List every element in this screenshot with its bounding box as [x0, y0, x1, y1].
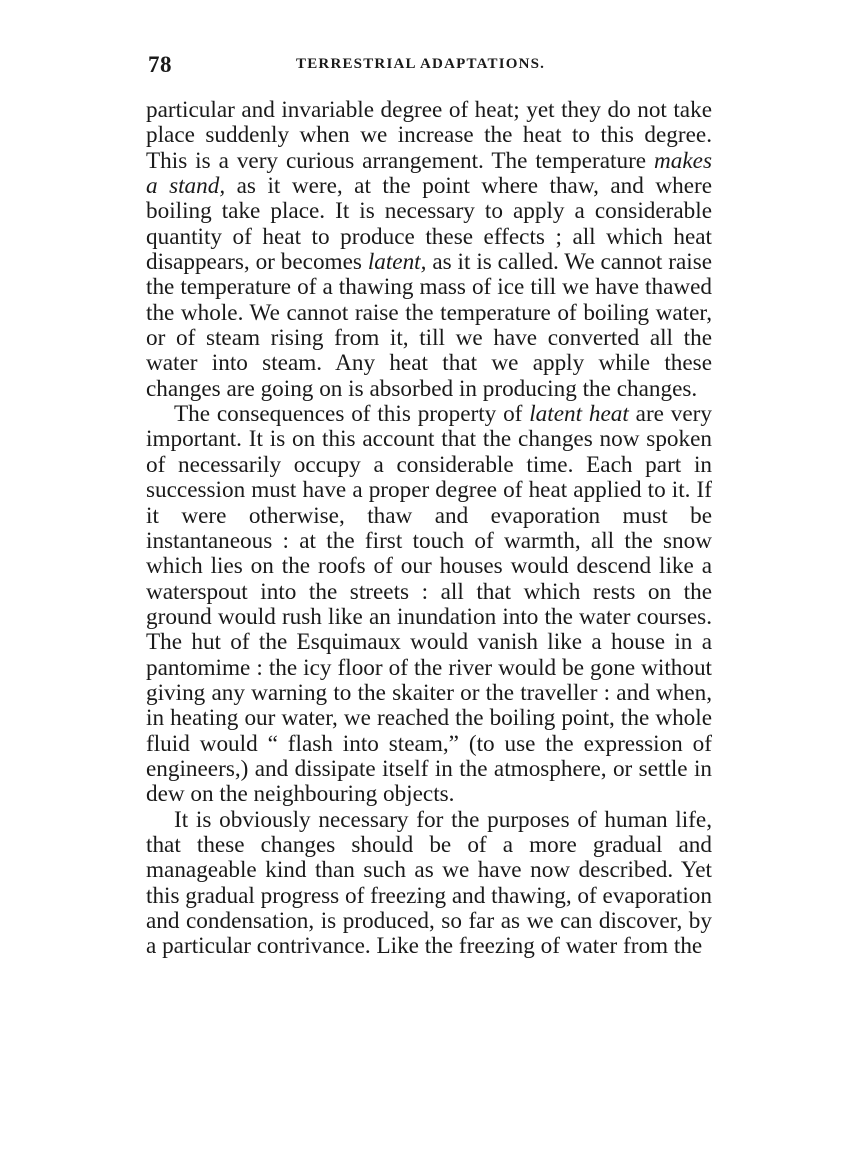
body-text — [146, 98, 712, 960]
text-run: particular and invariable degree of heat; yet they do not take place suddenly when we increase the heat to this degree. This is a very curious arrangement. The temperature — [146, 97, 712, 174]
paragraph-2 — [146, 402, 712, 808]
book-page — [146, 52, 712, 960]
italic-text: makes a stand, — [146, 147, 712, 200]
paragraph-1 — [146, 98, 712, 402]
text-run: are very important. It is on this account that the changes now spoken of necessarily occupy a considerable time. Each part in succession must have a proper degree of heat applied to it. If it were otherwise, thaw and evaporation must be instantaneous : at the first touch of warmth, all the snow which lies on the roofs of our houses would descend like a waterspout into the streets : all that which rests on the ground would rush like an inundation into the water courses. The hut of the Esquimaux would vanish like a house in a pantomime : the icy floor of the river would be gone without giving any warning to the skaiter or the traveller : and when, in heating our water, we reached the boiling point, the whole fluid would “ flash into steam,” (to use the expression of engineers,) and dissipate itself in the atmosphere, or settle in dew on the neighbouring objects. — [146, 401, 712, 808]
text-run: It is obviously necessary for the purposes of human life, that these changes should be of a more gradual and manageable kind than such as we have now described. Yet this gradual progress of freezing and thawing, of evaporation and condensation, is produced, so far as we can discover, by a particular contrivance. Like the freezing of water from the — [146, 806, 712, 960]
text-run: The consequences of this property of — [174, 401, 530, 428]
italic-text: latent heat — [529, 401, 629, 428]
running-head — [146, 52, 712, 82]
italic-text: latent, — [367, 249, 427, 276]
page-number: 78 — [148, 52, 172, 77]
running-title: TERRESTRIAL ADAPTATIONS. — [296, 56, 546, 72]
text-run: as it is called. We cannot raise the temperature of a thawing mass of ice till we have thawed the whole. We cannot raise the temperature of boiling water, or of steam rising from it, till we have converted all the water into steam. Any heat that we apply while these changes are going on is absorbed in producing the changes. — [146, 249, 713, 402]
paragraph-3 — [146, 808, 712, 960]
text-run: as it were, at the point where thaw, and where boiling take place. It is necessary to apply a considerable quantity of heat to produce these effects ; all which heat disappears, or becomes — [146, 173, 713, 276]
